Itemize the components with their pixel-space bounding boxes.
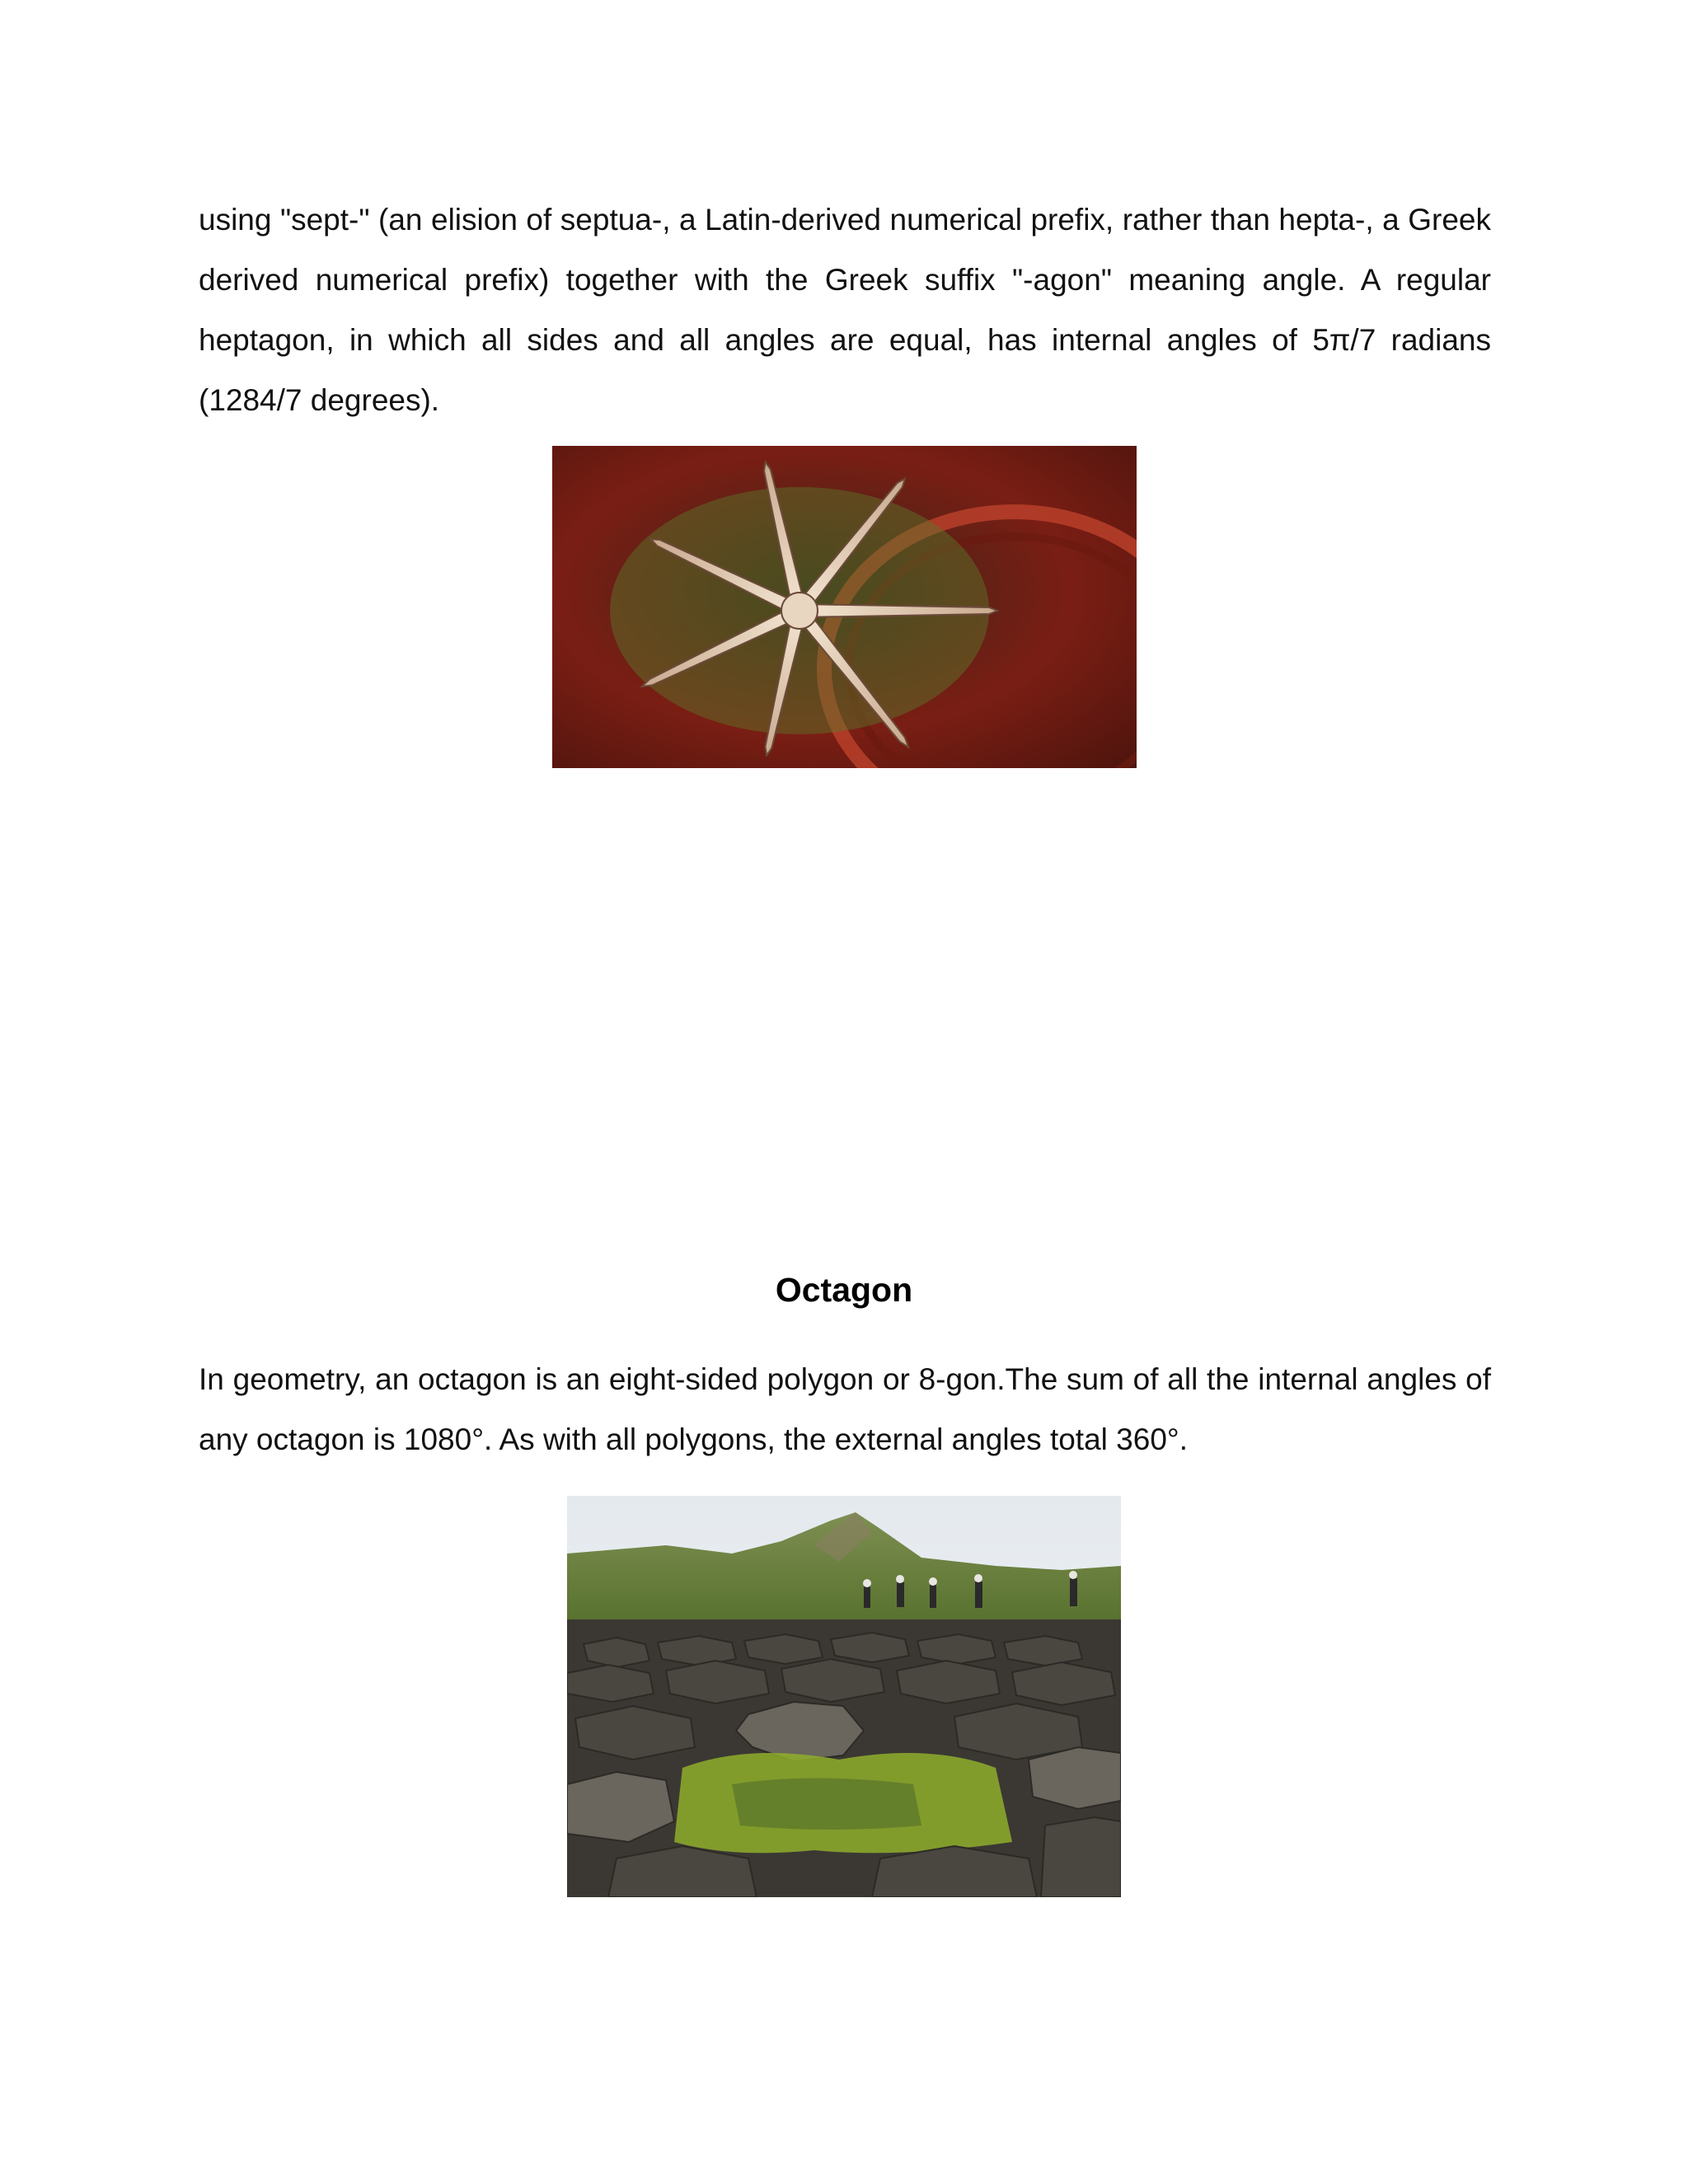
heptagon-plant-illustration [552, 446, 1137, 768]
octagon-paragraph: In geometry, an octagon is an eight-sided polygon or 8-gon.The sum of all the internal angles of any octagon is 1080°. As with all polygons, the external angles total 360°. [199, 1362, 1491, 1456]
heptagon-paragraph: using "sept-" (an elision of septua-, a Latin-derived numerical prefix, rather than hepta-, a Greek derived numerical prefix) together with the Greek suffix "-agon" meaning angle. A regular heptagon, in which all sides and all angles are equal, has internal angles of 5π/7 radians (1284/7 degrees). [199, 203, 1491, 417]
octagon-causeway-image [567, 1496, 1121, 1897]
heptagon-plant-image [552, 446, 1137, 768]
octagon-heading: Octagon [775, 1271, 913, 1309]
octagon-causeway-illustration [567, 1496, 1121, 1897]
